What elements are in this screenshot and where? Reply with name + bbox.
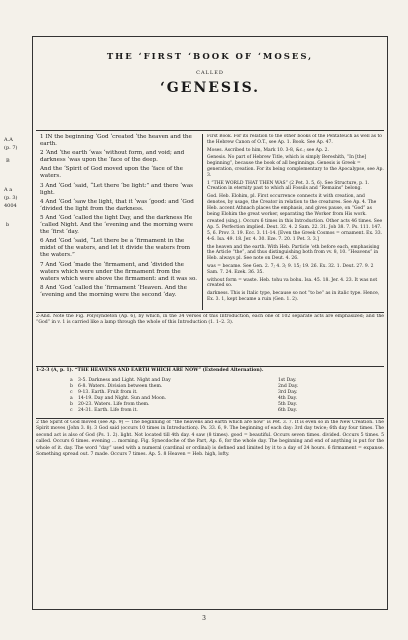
note-first-book: First Book. For its relation to the other books of the Pentateuch as well as to the Hebrew Canon of O.T., see Ap. 1. Book. See Ap. 47. [207,134,383,145]
running-title: THE ‘FIRST ‘BOOK OF ‘MOSES, [106,52,314,62]
verse-6: 6 And ‘God ‘said, “Let there be a ‘firmament in the midst of the waters, and let it divide the waters from the waters.” [40,238,191,259]
margin-ref-2: (p. 7) [4,145,18,151]
scheme-rule [36,366,384,367]
scheme-text: 20-23. Waters. Life from them. [78,402,150,407]
scheme-letter: b [70,402,73,407]
scheme-day: 4th Day. [278,396,298,401]
note-moses: Moses. Ascribed to him, Mark 10. 3-8, &c.; see Ap. 2. [207,147,329,153]
notes-column [207,134,385,310]
note-created: created (sing.). Occurs 6 times in this Introduction. Other acts 46 times. See Ap. 5. Perfection implied. Deut. 32. 4. 2 Sam. 22. 31. Job 38. 7. Ps. 111. 147. 5, 6. Prov. 3. 19. Ecc. 3. 11-14. [Even the Greek Cosmos = ornament. Ex. 33. 4-6. Isa. 49. 18. Jer. 4. 30. Eze. 7. 20. 1 Pet. 3. 3.] [207,219,383,242]
header-rule [36,130,384,131]
scheme-text: 6-8. Waters. Division between them. [78,384,163,389]
scheme-letter: c [70,390,73,395]
scheme-day: 5th Day. [278,402,298,407]
verse-5: 5 And ‘God ‘called the light Day, and the darkness He ‘called Night. And the ‘evening and the morning were the ‘first ‘day. [40,214,194,236]
scheme-day: 3rd Day. [278,390,298,395]
title-block [32,52,388,96]
scheme-row [70,408,360,414]
scheme-day: 6th Day. [278,408,298,413]
scheme-text: 3-5. Darkness and Light. Night and Day [78,378,171,383]
note-world-then: 1 “THE WORLD THAT THEN WAS” (2 Pet. 3. 5, 6). See Structure, p. 1. Creation in eternity past to which all Fossils and “Remains” belong. [207,180,370,192]
verse-7: 7 And ‘God ‘made the ‘firmament, and ‘divided the waters which were under the firmament from the waters which were above the firmament: and it was so. [40,261,198,282]
scheme-letter: a [70,396,73,401]
column-divider [202,134,203,310]
margin-ref-5: (p. 3) [4,195,18,201]
note-genesis: Genesis. No part of Hebrew Title, which is simply Bereshith, “In [the] beginning”, because the book of all beginnings. Genesis is Greek = generation, creation. For its being complementary to the Apocalypse, see Ap. 3. [207,155,384,178]
verse-2b: And the ‘Spirit of God moved upon the ‘face of the waters. [40,166,183,180]
scheme-text: 14-19. Day and Night. Sun and Moon. [78,396,167,401]
notes-rule [36,312,384,313]
book-title: ‘GENESIS. [159,80,261,96]
note-darkness: darkness. This is Italic type, because so not “to be” as in italic type. Hence, Ex. 3. 1, kept became a ruin (Gen. 1. 2). [207,291,380,302]
called-label: CALLED [196,70,224,76]
scheme-text: 24-31. Earth. Life from it. [78,408,138,413]
verse-3: 3 And ‘God ‘said, “Let there ‘be light:” and there ‘was light. [40,182,194,196]
note-heaven-earth: the heaven and the earth. With Heb. Particle ‘eth before each, emphasising the Article “the”, and thus distinguishing both from vv. 8, 10. “Heavens” in Heb. always pl. See note on Deut. 4. 26. [207,244,380,262]
scheme-letter: b [70,384,73,389]
note-without-form: without form = waste. Heb. tohu va bohu. Isa. 45. 18. Jer. 4. 23. It was not created so. [207,277,378,289]
note-was: was = became. See Gen. 2. 7; 4. 3; 9. 15; 19. 26. Ex. 32. 1. Deut. 27. 9. 2 Sam. 7. 24. Ezek. 36. 35. [207,263,374,275]
scheme-letter: a [70,378,73,383]
verse-2: 2 ‘And ‘the earth ‘was ‘without form, and void; and darkness ‘was upon the ‘face of the deep. [40,150,185,164]
verse-4: 4 And ‘God ‘saw the light, that it ‘was ‘good: and ‘God ‘divided the light from the darkness. [40,198,194,212]
polysyndeton-note: 2-And. Note the Fig. Polysyndeton (Ap. 6), by which, in the 34 verses of this Introduction, each one of 102 separate acts are emphasized; and the “God” in v. 1 is carried like a lamp through the whole of this Introduction (1. 1–2. 3). [36,314,384,326]
footnote-rule [36,418,384,419]
scheme-day: 1st Day. [278,378,297,383]
verse-column [40,134,198,301]
scheme-day: 2nd Day. [278,384,299,389]
margin-ref-4: A a [4,187,13,193]
scheme-text: 9-13. Earth. Fruit from it. [78,390,138,395]
note-god: God. Heb. Elohim, pl. First occurrence connects it with creation, and denotes, by usage, the Creator in relation to the creatures. See Ap. 4. The Heb. accent Athnach places the emphasis, and gives pause, on “God” as being Elohim the great worker, separating the Worker from His work. [207,194,377,217]
margin-ref-7: b [6,222,10,228]
footnotes: 2 the Spirit of God moved (see Ap. 9) — The beginning of “the heavens and earth which are now” is Pet. 3. 7. It is even so in the New Creation. The Spirit moves (John 3. 8). 3 God said (occurs 10 times in Introduction). Ps. 33. 6, 9. The beginning of each day: 3rd day twice; 6th day four times. The second act is also of God (Ps. 1. 2). light. Not located till 4th day. 4 saw (8 times). good = beautiful. Occurs seven times. divided. Occurs 5 times. 5 called. Occurs 6 times. evening … morning. Fig. Synecdoche of the Part, Ap. 6, for the whole day. The beginning and end of anything is put for the whole of it. day. The word “day” used with a numeral (cardinal or ordinal) is defined and limited by it to a day of 24 hours. 6 firmament = expanse. Something spread out. 7 made. Occurs 7 times. Ap. 5. 8 Heaven = Heb. high, lofty. [36,420,384,458]
verse-8: 8 And ‘God ‘called the ‘firmament ‘Heaven. And the ‘evening and the morning were the second ‘day. [40,284,187,298]
alternation-scheme [70,378,360,414]
scheme-letter: c [70,408,73,413]
verse-1: 1 IN the beginning ‘God ‘created ‘the heaven and the earth. [40,134,192,148]
page-number: 3 [202,615,206,622]
margin-ref-6: 4004 [4,203,17,209]
scheme-heading: 1-2-3 (A, p. 1). “THE HEAVENS AND EARTH WHICH ARE NOW” (Extended Alternation). [36,368,264,373]
margin-ref-3: B [6,158,10,164]
margin-ref-1: A.A [4,137,13,143]
